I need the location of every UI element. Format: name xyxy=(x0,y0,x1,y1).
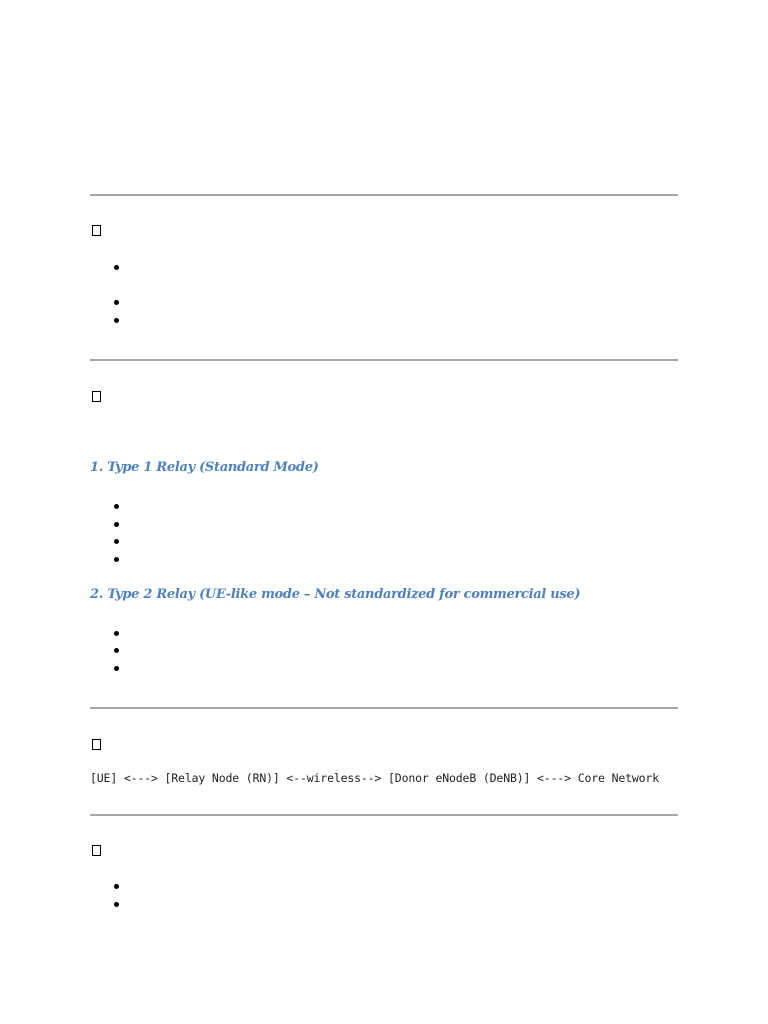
type1-relay-heading: 1. Type 1 Relay (Standard Mode) xyxy=(90,460,319,475)
horizontal-rule xyxy=(90,359,678,361)
horizontal-rule xyxy=(90,707,678,709)
list-bullet xyxy=(114,265,119,270)
list-bullet xyxy=(114,557,119,562)
list-bullet xyxy=(114,318,119,323)
list-bullet xyxy=(114,522,119,527)
horizontal-rule xyxy=(90,814,678,816)
list-bullet xyxy=(114,884,119,889)
list-bullet xyxy=(114,504,119,509)
list-bullet xyxy=(114,666,119,671)
list-bullet xyxy=(114,300,119,305)
list-bullet xyxy=(114,648,119,653)
list-bullet xyxy=(114,539,119,544)
relay-architecture-diagram-text: [UE] <---> [Relay Node (RN)] <--wireless--> [Donor eNodeB (DeNB)] <---> Core Network xyxy=(90,771,659,785)
missing-glyph-icon xyxy=(92,225,101,236)
missing-glyph-icon xyxy=(92,739,101,750)
horizontal-rule xyxy=(90,194,678,196)
missing-glyph-icon xyxy=(92,845,101,856)
type2-relay-heading: 2. Type 2 Relay (UE-like mode – Not standardized for commercial use) xyxy=(90,587,581,602)
list-bullet xyxy=(114,631,119,636)
list-bullet xyxy=(114,902,119,907)
missing-glyph-icon xyxy=(92,391,101,402)
